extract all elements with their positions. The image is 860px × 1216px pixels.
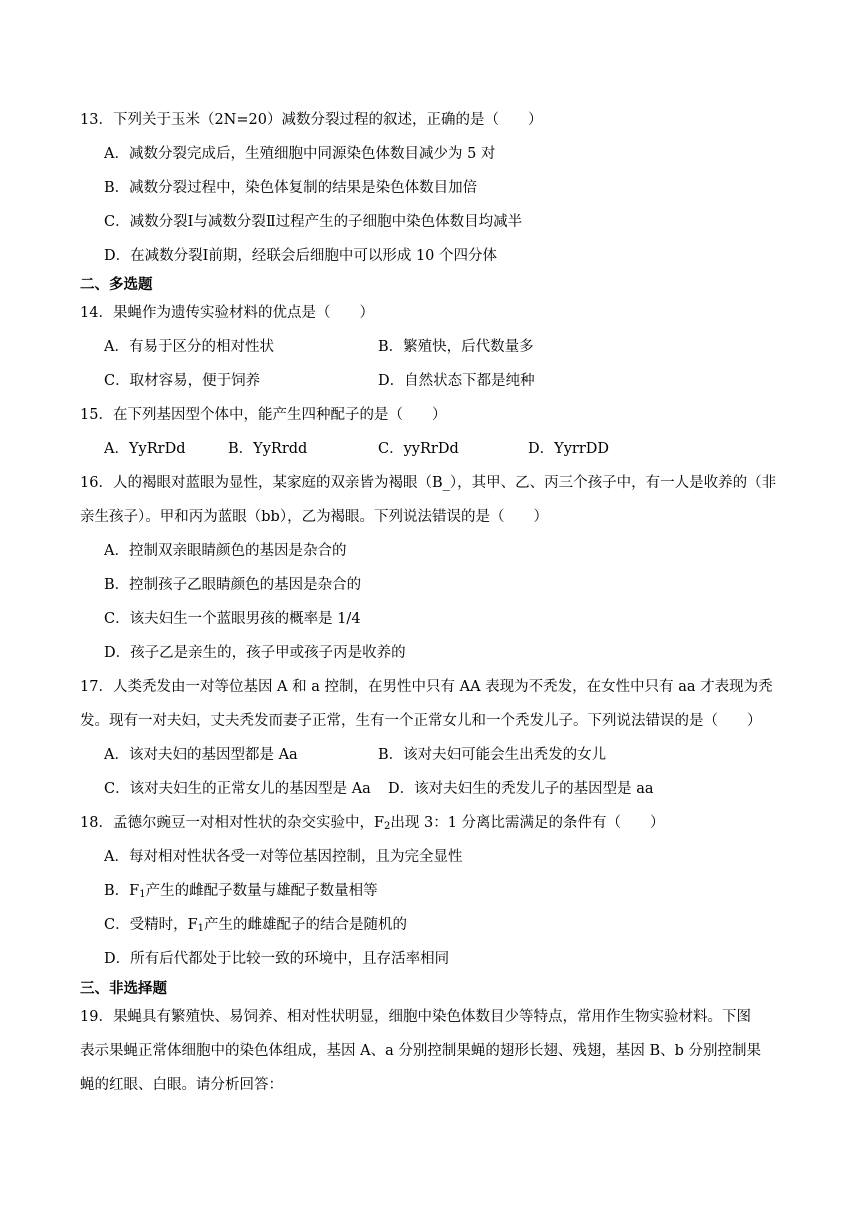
q14-option-d: D．自然状态下都是纯种 xyxy=(378,373,535,389)
q13-option-a: A．减数分裂完成后，生殖细胞中同源染色体数目减少为 5 对 xyxy=(104,146,496,162)
q15-option-d: D．YyrrDD xyxy=(528,441,610,457)
q18-option-d: D．所有后代都处于比较一致的环境中，且存活率相同 xyxy=(104,951,450,967)
q19-stem-line3: 蝇的红眼、白眼。请分析回答： xyxy=(80,1077,283,1093)
q13-option-d: D．在减数分裂Ⅰ前期，经联会后细胞中可以形成 10 个四分体 xyxy=(104,248,498,264)
q13-option-b: B．减数分裂过程中，染色体复制的结果是染色体数目加倍 xyxy=(104,180,478,196)
q14-option-b: B．繁殖快，后代数量多 xyxy=(378,339,534,355)
q19-stem-line1: 19．果蝇具有繁殖快、易饲养、相对性状明显，细胞中染色体数目少等特点，常用作生物实验材料。下图 xyxy=(80,1009,751,1025)
q16-option-b: B．控制孩子乙眼睛颜色的基因是杂合的 xyxy=(104,577,362,593)
q14-option-c: C．取材容易，便于饲养 xyxy=(104,373,261,389)
q18-option-c xyxy=(104,914,407,940)
q15-option-c: C．yyRrDd xyxy=(378,441,459,457)
q16-stem-line2: 亲生孩子）。甲和丙为蓝眼（bb），乙为褐眼。下列说法错误的是（ ） xyxy=(80,509,549,525)
q17-option-a: A．该对夫妇的基因型都是 Aa xyxy=(104,747,298,763)
q18-option-c-text-rest: 产生的雌雄配子的结合是随机的 xyxy=(204,917,408,933)
section-heading-non-choice: 三、非选择题 xyxy=(80,980,167,997)
q14-option-a: A．有易于区分的相对性状 xyxy=(104,339,274,355)
q16-option-c: C．该夫妇生一个蓝眼男孩的概率是 1/4 xyxy=(104,611,361,627)
q17-option-b: B．该对夫妇可能会生出秃发的女儿 xyxy=(378,747,607,763)
q13-stem: 13．下列关于玉米（2N=20）减数分裂过程的叙述，正确的是（ ） xyxy=(80,112,543,128)
section-heading-multiple-choice: 二、多选题 xyxy=(80,276,153,293)
q18-stem xyxy=(80,812,665,838)
q18-option-c-text: C．受精时，F xyxy=(104,917,198,933)
q18-option-b-text: B．F xyxy=(104,883,140,899)
q18-option-b-subscript: 1 xyxy=(139,889,146,900)
q18-stem-text: 18．孟德尔豌豆一对相对性状的杂交实验中，F xyxy=(80,815,385,831)
q17-option-c: C．该对夫妇生的正常女儿的基因型是 Aa xyxy=(104,781,371,797)
q15-stem: 15．在下列基因型个体中，能产生四种配子的是（ ） xyxy=(80,407,447,423)
q14-stem: 14．果蝇作为遗传实验材料的优点是（ ） xyxy=(80,305,374,321)
q13-option-c: C．减数分裂Ⅰ与减数分裂Ⅱ过程产生的子细胞中染色体数目均减半 xyxy=(104,214,523,230)
q16-stem-line1: 16．人的褐眼对蓝眼为显性，某家庭的双亲皆为褐眼（B_），其甲、乙、丙三个孩子中，有一人是收养的（非 xyxy=(80,475,777,491)
q17-stem-line1: 17．人类秃发由一对等位基因 A 和 a 控制，在男性中只有 AA 表现为不秃发，在女性中只有 aa 才表现为秃 xyxy=(80,679,773,695)
q18-stem-subscript: 2 xyxy=(384,821,391,832)
q16-option-a: A．控制双亲眼睛颜色的基因是杂合的 xyxy=(104,543,347,559)
q18-option-a: A．每对相对性状各受一对等位基因控制，且为完全显性 xyxy=(104,849,463,865)
q17-option-d: D．该对夫妇生的秃发儿子的基因型是 aa xyxy=(388,781,654,797)
q18-option-b xyxy=(104,880,378,906)
q15-option-a: A．YyRrDd xyxy=(104,441,186,457)
q16-option-d: D．孩子乙是亲生的，孩子甲或孩子丙是收养的 xyxy=(104,645,406,661)
q18-option-b-text-rest: 产生的雌配子数量与雄配子数量相等 xyxy=(145,883,378,899)
q18-stem-text-rest: 出现 3：1 分离比需满足的条件有（ ） xyxy=(390,815,665,831)
q18-option-c-subscript: 1 xyxy=(197,923,205,934)
q15-option-b: B．YyRrdd xyxy=(228,441,308,457)
q19-stem-line2: 表示果蝇正常体细胞中的染色体组成，基因 A、a 分别控制果蝇的翅形长翅、残翅，基因 B、b 分别控制果 xyxy=(80,1043,761,1059)
q17-stem-line2: 发。现有一对夫妇，丈夫秃发而妻子正常，生有一个正常女儿和一个秃发儿子。下列说法错误的是（ ） xyxy=(80,713,762,729)
